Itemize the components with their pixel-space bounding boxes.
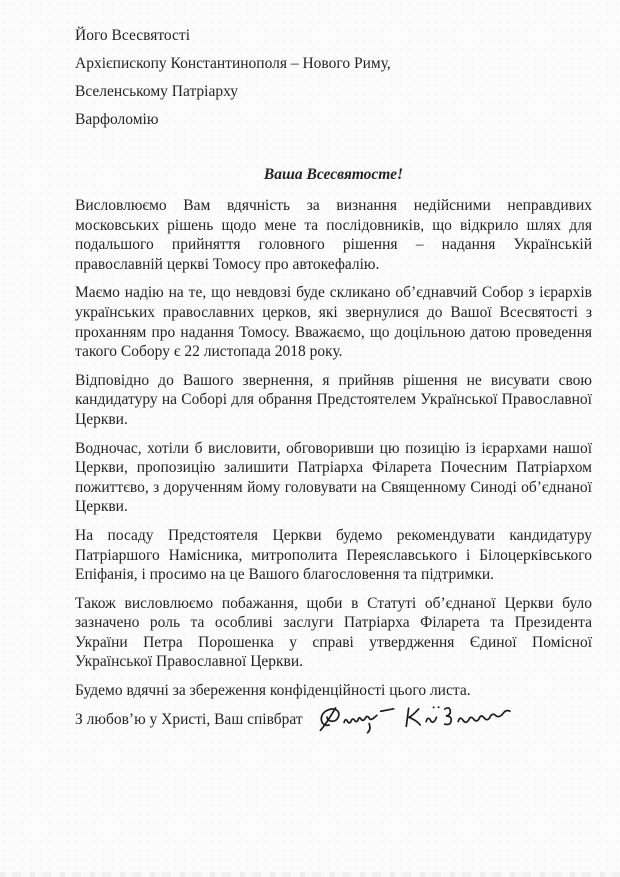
closing-row <box>75 710 592 739</box>
recipient-block <box>75 22 592 134</box>
paragraph-3: Відповідно до Вашого звернення, я прийняв рішення не висувати свою кандидатуру на Соборі для обрання Предстоятелем Української Православної Церкви. <box>75 371 592 428</box>
letter-body <box>75 196 592 701</box>
paragraph-5: На посаду Предстоятеля Церкви будемо рекомендувати кандидатуру Патріаршого Намісника, митрополита Переяславського і Білоцерківського Епіфанія, і просимо на це Вашого благословення та підтримки. <box>75 526 592 584</box>
paragraph-4: Водночас, хотіли б висловити, обговоривши цю позицію із ієрархами нашої Церкви, пропозицію залишити Патріарха Філарета Почесним Патріархом пожиттєво, з дорученням йому головувати на Священному Синоді об’єднаної Церкви. <box>75 439 592 516</box>
recipient-line-2: Архієпископу Константинополя – Нового Риму, <box>75 55 391 72</box>
paragraph-7: Будемо вдячні за збереження конфіденційності цього листа. <box>75 682 471 700</box>
closing-line: З любов’ю у Христі, Ваш співбрат <box>75 710 303 728</box>
paragraph-1: Висловлюємо Вам вдячність за визнання недійсними неправдивих московських рішень щодо мене та послідовників, що відкрило шлях для подальшого прийняття головного рішення – надання Українській православній церкві Томосу про автокефалію. <box>75 197 592 273</box>
salutation: Ваша Всесвятосте! <box>263 166 404 183</box>
scan-edge-artifact <box>0 872 620 877</box>
paragraph-6: Також висловлюємо побажання, щоби в Статуті об’єднаної Церкви було зазначено роль та особливі заслуги Патріарха Філарета та Президента України Петра Порошенка у справі утвердження Єдиної Помісної Української Православної Церкви. <box>75 594 592 671</box>
recipient-line-1: Його Всесвятості <box>75 27 191 44</box>
recipient-line-3: Вселенському Патріарху <box>75 83 239 100</box>
recipient-line-4: Варфоломію <box>75 111 159 128</box>
paragraph-2: Маємо надію на те, що невдовзі буде скликано об’єднавчий Собор з ієрархів українських православних церков, які звернулися до Вашої Всесвятості з проханням про надання Томосу. Вважаємо, що доцільною датою проведення такого Собору є 22 листопада 2018 року. <box>75 284 592 361</box>
signature-handwriting <box>317 697 522 739</box>
